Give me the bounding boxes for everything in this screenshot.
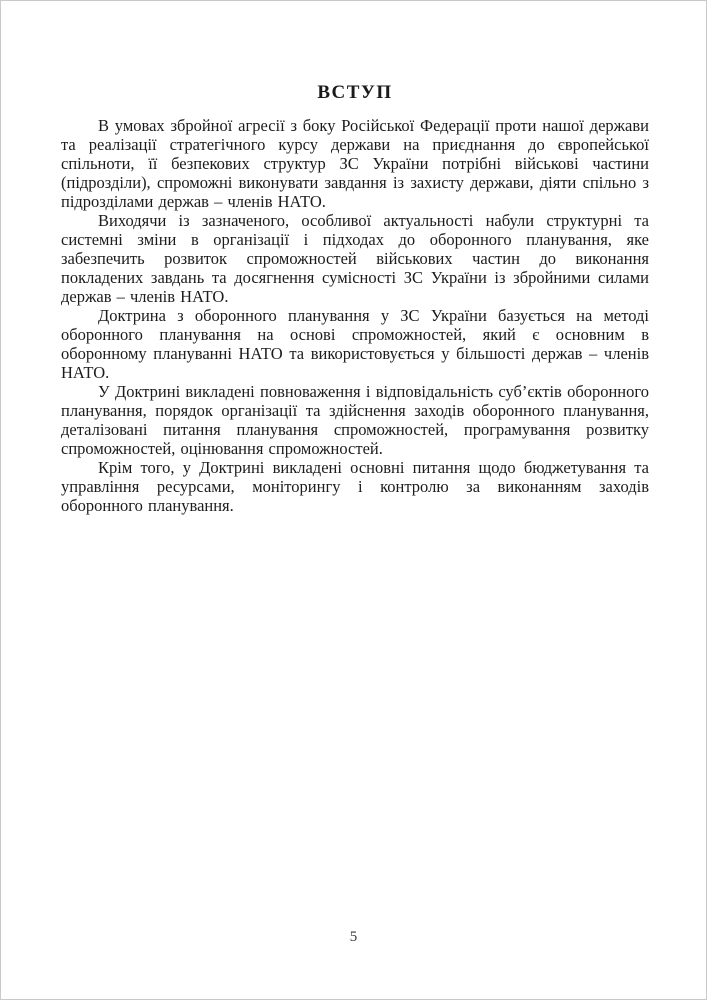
paragraph: Доктрина з оборонного планування у ЗС України базується на методі оборонного планування на основі спроможностей, який є основним в оборонному плануванні НАТО та використовується у більшості держав – членів НАТО.: [61, 306, 649, 382]
document-body: [61, 116, 649, 515]
page-title: ВСТУП: [317, 82, 393, 103]
paragraph: Виходячи із зазначеного, особливої актуальності набули структурні та системні зміни в організації і підходах до оборонного планування, яке забезпечить розвиток спроможностей військових частин до виконання покладених завдань та досягнення сумісності ЗС України із збройними силами держав – членів НАТО.: [61, 211, 649, 306]
page-number: 5: [349, 929, 358, 945]
paragraph: Крім того, у Доктрині викладені основні питання щодо бюджетування та управління ресурсами, моніторингу і контролю за виконанням заходів оборонного планування.: [61, 458, 649, 515]
paragraph: У Доктрині викладені повноваження і відповідальність суб’єктів оборонного планування, порядок організації та здійснення заходів оборонного планування, деталізовані питання планування спроможностей, програмування розвитку спроможностей, оцінювання спроможностей.: [61, 382, 649, 458]
paragraph: В умовах збройної агресії з боку Російської Федерації проти нашої держави та реалізації стратегічного курсу держави на приєднання до європейської спільноти, її безпекових структур ЗС України потрібні військові частини (підрозділи), спроможні виконувати завдання із захисту держави, діяти спільно з підрозділами держав – членів НАТО.: [61, 116, 649, 211]
